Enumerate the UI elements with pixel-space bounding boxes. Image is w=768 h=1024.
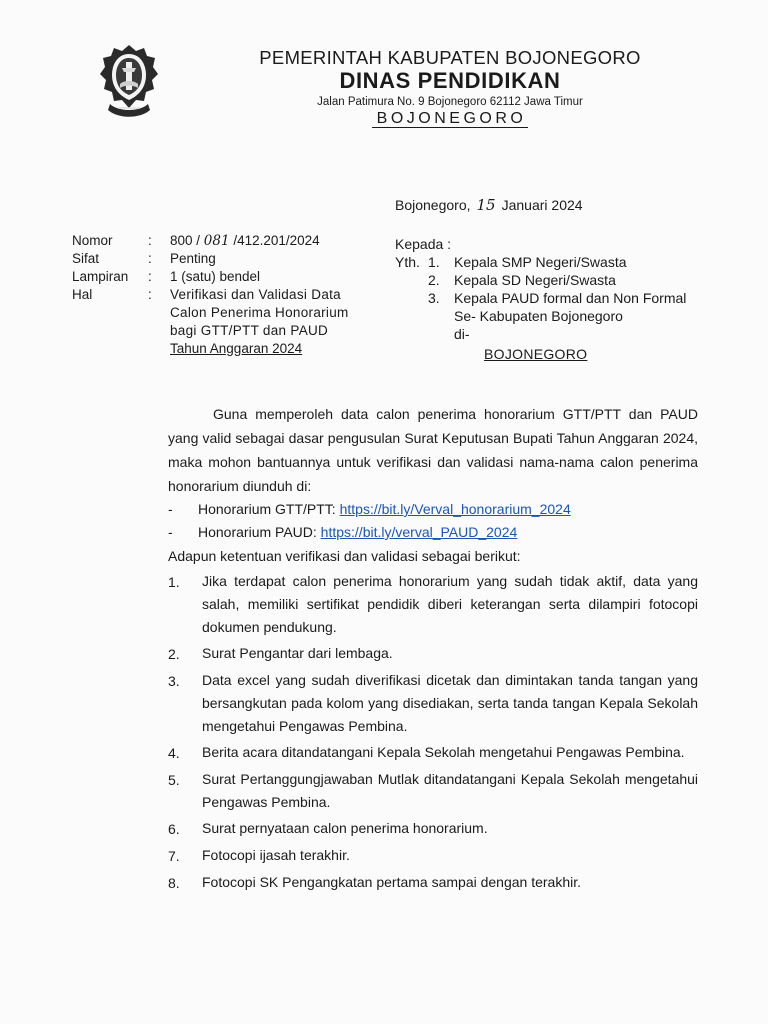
list-text: Jika terdapat calon penerima honorarium yang sudah tidak aktif, data yang salah, memiliki sertifikat pendidik diberi keterangan serta dilampiri fotocopi dokumen pendukung. (202, 573, 698, 635)
meta-value: Penting (170, 251, 216, 266)
list-item (168, 741, 698, 765)
list-num: 7. (168, 848, 180, 864)
hal-line: Calon Penerima Honorarium (170, 305, 349, 320)
hal-line: bagi GTT/PTT dan PAUD (170, 323, 329, 338)
recipient-text: Kepala PAUD formal dan Non Formal (454, 290, 687, 306)
recipient-item (395, 253, 744, 271)
body-paragraph: Guna memperoleh data calon penerima honorarium GTT/PTT dan PAUD yang valid sebagai dasar pengusulan Surat Keputusan Bupati Tahun Anggaran 2024, maka mohon bantuannya untuk verifikasi dan validasi nama-nama calon penerima honorarium diunduh di: (168, 406, 698, 494)
requirements-list (168, 570, 698, 895)
nomor-suffix: /412.201/2024 (229, 233, 320, 248)
meta-sifat (72, 250, 370, 268)
recipient-continuation: Se- Kabupaten Bojonegoro (454, 308, 623, 324)
recipient-num: 1. (428, 254, 440, 270)
meta-key: Nomor (72, 233, 113, 248)
list-num: 3. (168, 673, 180, 689)
meta-colon: : (148, 233, 152, 248)
list-text: Fotocopi SK Pengangkatan pertama sampai dengan terakhir. (202, 874, 582, 890)
hal-line: Tahun Anggaran 2024 (170, 341, 303, 356)
link-dash: - (168, 501, 173, 517)
letter-body (168, 402, 698, 898)
date-day-handwritten: 15 (476, 196, 496, 214)
list-num: 1. (168, 574, 180, 590)
recipients-kepada: Kepada : (395, 236, 452, 252)
link-dash: - (168, 524, 173, 540)
nomor-handwritten: 081 (203, 233, 230, 249)
meta-key: Sifat (72, 251, 100, 266)
list-item (168, 844, 698, 868)
list-text: Fotocopi ijasah terakhir. (202, 847, 350, 863)
nomor-prefix: 800 / (170, 233, 204, 248)
recipient-item (395, 271, 744, 289)
meta-key: Lampiran (72, 269, 129, 284)
recipients (395, 235, 744, 363)
date-month-year: Januari 2024 (501, 197, 583, 213)
recipient-num: 2. (428, 272, 440, 288)
recipient-text: Kepala SD Negeri/Swasta (454, 272, 616, 288)
date-place: Bojonegoro, (395, 197, 471, 213)
letterhead-city (300, 110, 600, 128)
meta-value (170, 232, 370, 250)
list-text: Surat Pengantar dari lembaga. (202, 645, 393, 661)
meta-value (170, 286, 370, 358)
list-num: 8. (168, 875, 180, 891)
meta-value: 1 (satu) bendel (170, 269, 261, 284)
list-text: Surat pernyataan calon penerima honorarium. (202, 820, 488, 836)
list-text: Data excel yang sudah diverifikasi dicetak dan dimintakan tanda tangan yang bersangkutan pada kolom yang disediakan, serta tanda tangan Kepala Sekolah mengetahui Pengawas Pembina. (202, 672, 698, 734)
letterhead-address: Jalan Patimura No. 9 Bojonegoro 62112 Jawa Timur (317, 96, 583, 108)
body-intro: Adapun ketentuan verifikasi dan validasi sebagai berikut: (168, 548, 521, 564)
letterhead-city-text: BOJONEGORO (372, 110, 529, 128)
bojonegoro-emblem-icon (98, 42, 160, 122)
letterhead-agency: DINAS PENDIDIKAN (339, 68, 561, 93)
letter-date (395, 196, 583, 214)
meta-key: Hal (72, 287, 93, 302)
meta-colon: : (148, 269, 152, 284)
list-num: 6. (168, 821, 180, 837)
link-label: Honorarium PAUD: (198, 524, 317, 540)
link-row (168, 498, 698, 521)
meta-hal (72, 286, 370, 358)
recipients-yth: Yth. (395, 254, 420, 270)
link-row (168, 521, 698, 544)
link-paud[interactable]: https://bit.ly/verval_PAUD_2024 (320, 524, 518, 540)
list-item (168, 669, 698, 738)
hal-line: Verifikasi dan Validasi Data (170, 287, 341, 302)
link-label: Honorarium GTT/PTT: (198, 501, 336, 517)
recipient-city: BOJONEGORO (484, 346, 588, 362)
list-item (168, 871, 698, 895)
list-item (168, 768, 698, 814)
meta-lampiran (72, 268, 370, 286)
recipient-num: 3. (428, 290, 440, 306)
meta-nomor (72, 232, 370, 250)
list-item (168, 570, 698, 639)
recipient-item (395, 289, 744, 307)
recipient-di: di- (454, 326, 470, 342)
list-num: 2. (168, 646, 180, 662)
list-item (168, 817, 698, 841)
list-item (168, 642, 698, 666)
letterhead-government: PEMERINTAH KABUPATEN BOJONEGORO (259, 47, 641, 68)
letter-meta (72, 232, 370, 358)
recipient-text: Kepala SMP Negeri/Swasta (454, 254, 627, 270)
list-text: Surat Pertanggungjawaban Mutlak ditandatangani Kepala Sekolah mengetahui Pengawas Pembina. (202, 771, 698, 810)
link-gtt-ptt[interactable]: https://bit.ly/Verval_honorarium_2024 (339, 501, 571, 517)
list-num: 5. (168, 772, 180, 788)
meta-colon: : (148, 287, 152, 302)
meta-colon: : (148, 251, 152, 266)
list-num: 4. (168, 745, 180, 761)
list-text: Berita acara ditandatangani Kepala Sekolah mengetahui Pengawas Pembina. (202, 744, 685, 760)
